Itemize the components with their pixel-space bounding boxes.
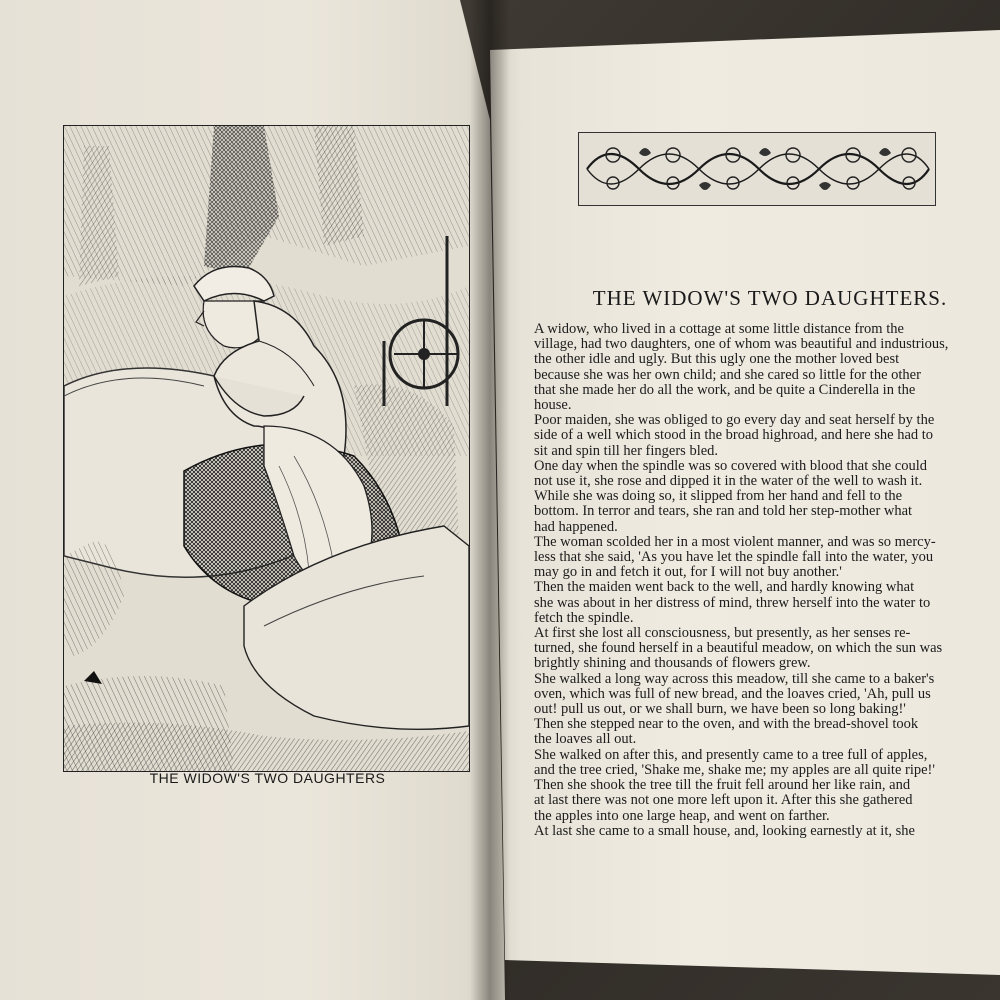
story-line: At first she lost all consciousness, but presently, as her senses re-	[534, 625, 911, 642]
story-text	[534, 322, 1000, 882]
story-line: she was about in her distress of mind, threw herself into the water to	[534, 594, 931, 611]
story-line: She walked a long way across this meadow, till she came to a baker's	[534, 670, 935, 687]
engraving-illustration	[63, 125, 470, 772]
floral-ornament	[578, 132, 936, 206]
story-line: the other idle and ugly. But this ugly one the mother loved best	[534, 351, 900, 368]
story-line: may go in and fetch it out, for I will not buy another.'	[534, 564, 842, 581]
ornament-drawing	[579, 133, 935, 205]
story-line: turned, she found herself in a beautiful meadow, on which the sun was	[534, 640, 943, 657]
story-line: The woman scolded her in a most violent manner, and was so mercy-	[534, 533, 936, 550]
story-line: out! pull us out, or we shall burn, we have been so long baking!'	[534, 701, 906, 718]
story-line: the loaves all out.	[534, 731, 637, 748]
story-line: Poor maiden, she was obliged to go every day and seat herself by the	[534, 412, 935, 429]
story-line: While she was doing so, it slipped from her hand and fell to the	[534, 488, 903, 505]
story-line: side of a well which stood in the broad highroad, and here she had to	[534, 427, 934, 444]
story-line: not use it, she rose and dipped it in the water of the well to wash it.	[534, 473, 923, 490]
story-line: and the tree cried, 'Shake me, shake me; my apples are all quite ripe!'	[534, 761, 935, 778]
story-line: A widow, who lived in a cottage at some little distance from the	[534, 322, 904, 337]
story-line: village, had two daughters, one of whom was beautiful and industrious,	[534, 336, 949, 353]
illustration-caption: THE WIDOW'S TWO DAUGHTERS	[149, 770, 386, 786]
story-line: sit and spin till her fingers bled.	[534, 442, 719, 459]
story-line: One day when the spindle was so covered with blood that she could	[534, 457, 928, 474]
story-line: She walked on after this, and presently came to a tree full of apples,	[534, 746, 928, 763]
story-line: brightly shining and thousands of flowers grew.	[534, 655, 811, 672]
book-gutter	[470, 0, 510, 1000]
engraving-drawing	[64, 126, 469, 771]
story-line: Then the maiden went back to the well, and hardly knowing what	[534, 579, 915, 596]
story-line: had happened.	[534, 518, 618, 535]
story-line: Then she shook the tree till the fruit fell around her like rain, and	[534, 777, 911, 794]
story-line: less that she said, 'As you have let the spindle fall into the water, you	[534, 549, 934, 566]
story-line: at last there was not one more left upon it. After this she gathered	[534, 792, 913, 809]
story-line: because she was her own child; and she cared so little for the other	[534, 366, 921, 383]
story-title: THE WIDOW'S TWO DAUGHTERS.	[592, 286, 948, 310]
story-line: house.	[534, 397, 572, 414]
story-line: that she made her do all the work, and be quite a Cinderella in the	[534, 381, 916, 398]
story-line: Then she stepped near to the oven, and with the bread-shovel took	[534, 716, 919, 733]
story-line: At last she came to a small house, and, looking earnestly at it, she	[534, 822, 915, 839]
story-line: oven, which was full of new bread, and the loaves cried, 'Ah, pull us	[534, 685, 931, 702]
story-line: the apples into one large heap, and went on farther.	[534, 807, 830, 824]
story-line: bottom. In terror and tears, she ran and told her step-mother what	[534, 503, 913, 520]
story-line: fetch the spindle.	[534, 609, 634, 626]
